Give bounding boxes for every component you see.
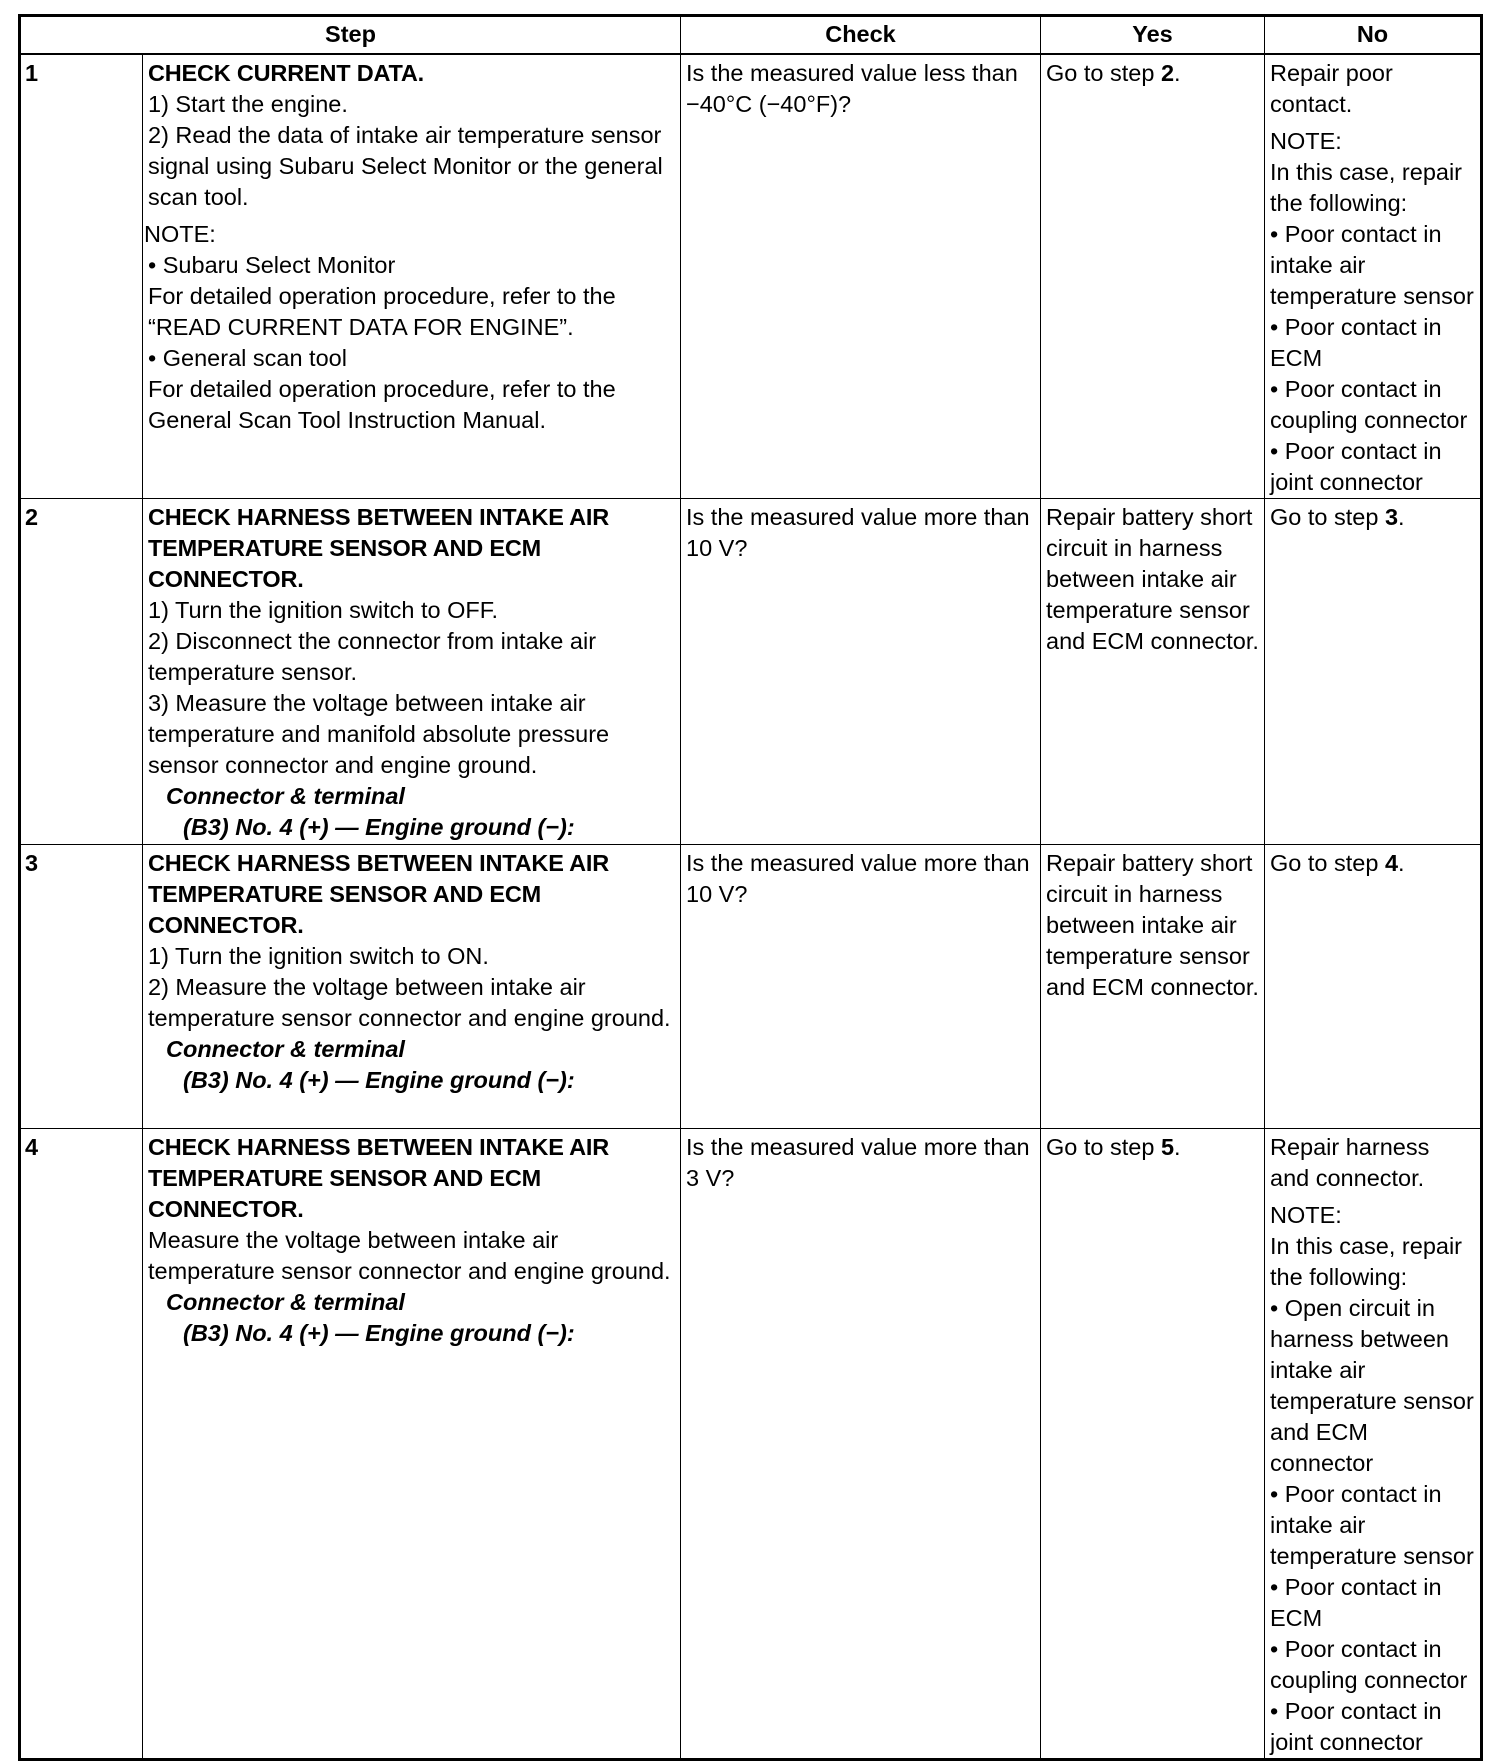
connector-value: (B3) No. 4 (+) — Engine ground (−): (183, 1067, 575, 1093)
no-suffix: . (1398, 850, 1405, 876)
step-number: 3 (20, 845, 143, 1129)
no-cell (1265, 1129, 1482, 1760)
step-title: CHECK HARNESS BETWEEN INTAKE AIR TEMPERATURE SENSOR AND ECM CONNECTOR. (148, 504, 610, 592)
check-cell: Is the measured value more than 3 V? (681, 1129, 1041, 1760)
yes-prefix: Go to step (1046, 60, 1161, 86)
step-line: 2) Read the data of intake air temperature sensor signal using Subaru Select Monitor or the general scan tool. (148, 122, 663, 210)
header-step: Step (20, 16, 681, 55)
no-prefix: Go to step (1270, 850, 1385, 876)
step-line: Measure the voltage between intake air temperature sensor connector and engine ground. (148, 1227, 671, 1284)
connector-value: (B3) No. 4 (+) — Engine ground (−): (183, 814, 575, 840)
check-cell: Is the measured value less than −40°C (−40°F)? (681, 54, 1041, 499)
no-main: Repair poor contact. (1270, 60, 1393, 117)
header-yes: Yes (1041, 16, 1265, 55)
step-title: CHECK HARNESS BETWEEN INTAKE AIR TEMPERATURE SENSOR AND ECM CONNECTOR. (148, 1134, 610, 1222)
yes-cell: Repair battery short circuit in harness between intake air temperature sensor and ECM connector. (1041, 499, 1265, 845)
table-row (20, 499, 1482, 845)
connector-value: (B3) No. 4 (+) — Engine ground (−): (183, 1320, 575, 1346)
yes-cell: Repair battery short circuit in harness between intake air temperature sensor and ECM connector. (1041, 845, 1265, 1129)
no-item: • Poor contact in coupling connector (1270, 1636, 1468, 1693)
step-number: 2 (20, 499, 143, 845)
no-item: • Poor contact in ECM (1270, 1574, 1442, 1631)
yes-cell (1041, 54, 1265, 499)
diagnostic-table (18, 14, 1483, 1761)
no-item: • Poor contact in coupling connector (1270, 376, 1468, 433)
no-item: • Poor contact in joint connector (1270, 438, 1442, 495)
no-item: • Poor contact in joint connector (1270, 1698, 1442, 1755)
step-title: CHECK HARNESS BETWEEN INTAKE AIR TEMPERATURE SENSOR AND ECM CONNECTOR. (148, 850, 610, 938)
step-number: 4 (20, 1129, 143, 1760)
step-description (143, 1129, 681, 1760)
step-line: 2) Measure the voltage between intake air temperature sensor connector and engine ground. (148, 974, 671, 1031)
no-prefix: Go to step (1270, 504, 1385, 530)
step-line: 2) Disconnect the connector from intake air temperature sensor. (148, 628, 597, 685)
note-label: NOTE: (144, 221, 216, 247)
header-no: No (1265, 16, 1482, 55)
no-cell (1265, 499, 1482, 845)
step-number: 1 (20, 54, 143, 499)
no-item: • Poor contact in intake air temperature sensor (1270, 221, 1474, 309)
table-header-row (20, 16, 1482, 55)
no-note-intro: In this case, repair the following: (1270, 1233, 1463, 1290)
step-line: 1) Turn the ignition switch to ON. (148, 943, 489, 969)
no-suffix: . (1398, 504, 1405, 530)
no-item: • Open circuit in harness between intake air temperature sensor and ECM connector (1270, 1295, 1474, 1476)
no-note-label: NOTE: (1270, 1202, 1342, 1228)
step-title: CHECK CURRENT DATA. (148, 60, 425, 86)
header-check: Check (681, 16, 1041, 55)
connector-label: Connector & terminal (166, 1036, 405, 1062)
table-row (20, 845, 1482, 1129)
step-line: 1) Turn the ignition switch to OFF. (148, 597, 499, 623)
note-line: For detailed operation procedure, refer to the General Scan Tool Instruction Manual. (148, 376, 616, 433)
no-cell (1265, 845, 1482, 1129)
yes-suffix: . (1174, 1134, 1181, 1160)
no-main: Repair harness and connector. (1270, 1134, 1430, 1191)
note-line: • General scan tool (148, 345, 347, 371)
no-cell (1265, 54, 1482, 499)
no-step: 3 (1384, 504, 1399, 530)
no-step: 4 (1384, 850, 1399, 876)
step-line: 1) Start the engine. (148, 91, 348, 117)
step-line: 3) Measure the voltage between intake air temperature and manifold absolute pressure sensor connector and engine ground. (148, 690, 610, 778)
note-line: • Subaru Select Monitor (148, 252, 396, 278)
check-cell: Is the measured value more than 10 V? (681, 499, 1041, 845)
step-description (143, 845, 681, 1129)
table-row (20, 54, 1482, 499)
no-note-label: NOTE: (1270, 128, 1342, 154)
note-line: For detailed operation procedure, refer to the “READ CURRENT DATA FOR ENGINE”. (148, 283, 616, 340)
step-description (143, 54, 681, 499)
yes-step: 5 (1160, 1134, 1175, 1160)
yes-prefix: Go to step (1046, 1134, 1161, 1160)
no-note-intro: In this case, repair the following: (1270, 159, 1463, 216)
yes-cell (1041, 1129, 1265, 1760)
connector-label: Connector & terminal (166, 1289, 405, 1315)
check-cell: Is the measured value more than 10 V? (681, 845, 1041, 1129)
step-description (143, 499, 681, 845)
yes-suffix: . (1174, 60, 1181, 86)
no-item: • Poor contact in ECM (1270, 314, 1442, 371)
table-row (20, 1129, 1482, 1760)
connector-label: Connector & terminal (166, 783, 405, 809)
yes-step: 2 (1160, 60, 1175, 86)
no-item: • Poor contact in intake air temperature sensor (1270, 1481, 1474, 1569)
